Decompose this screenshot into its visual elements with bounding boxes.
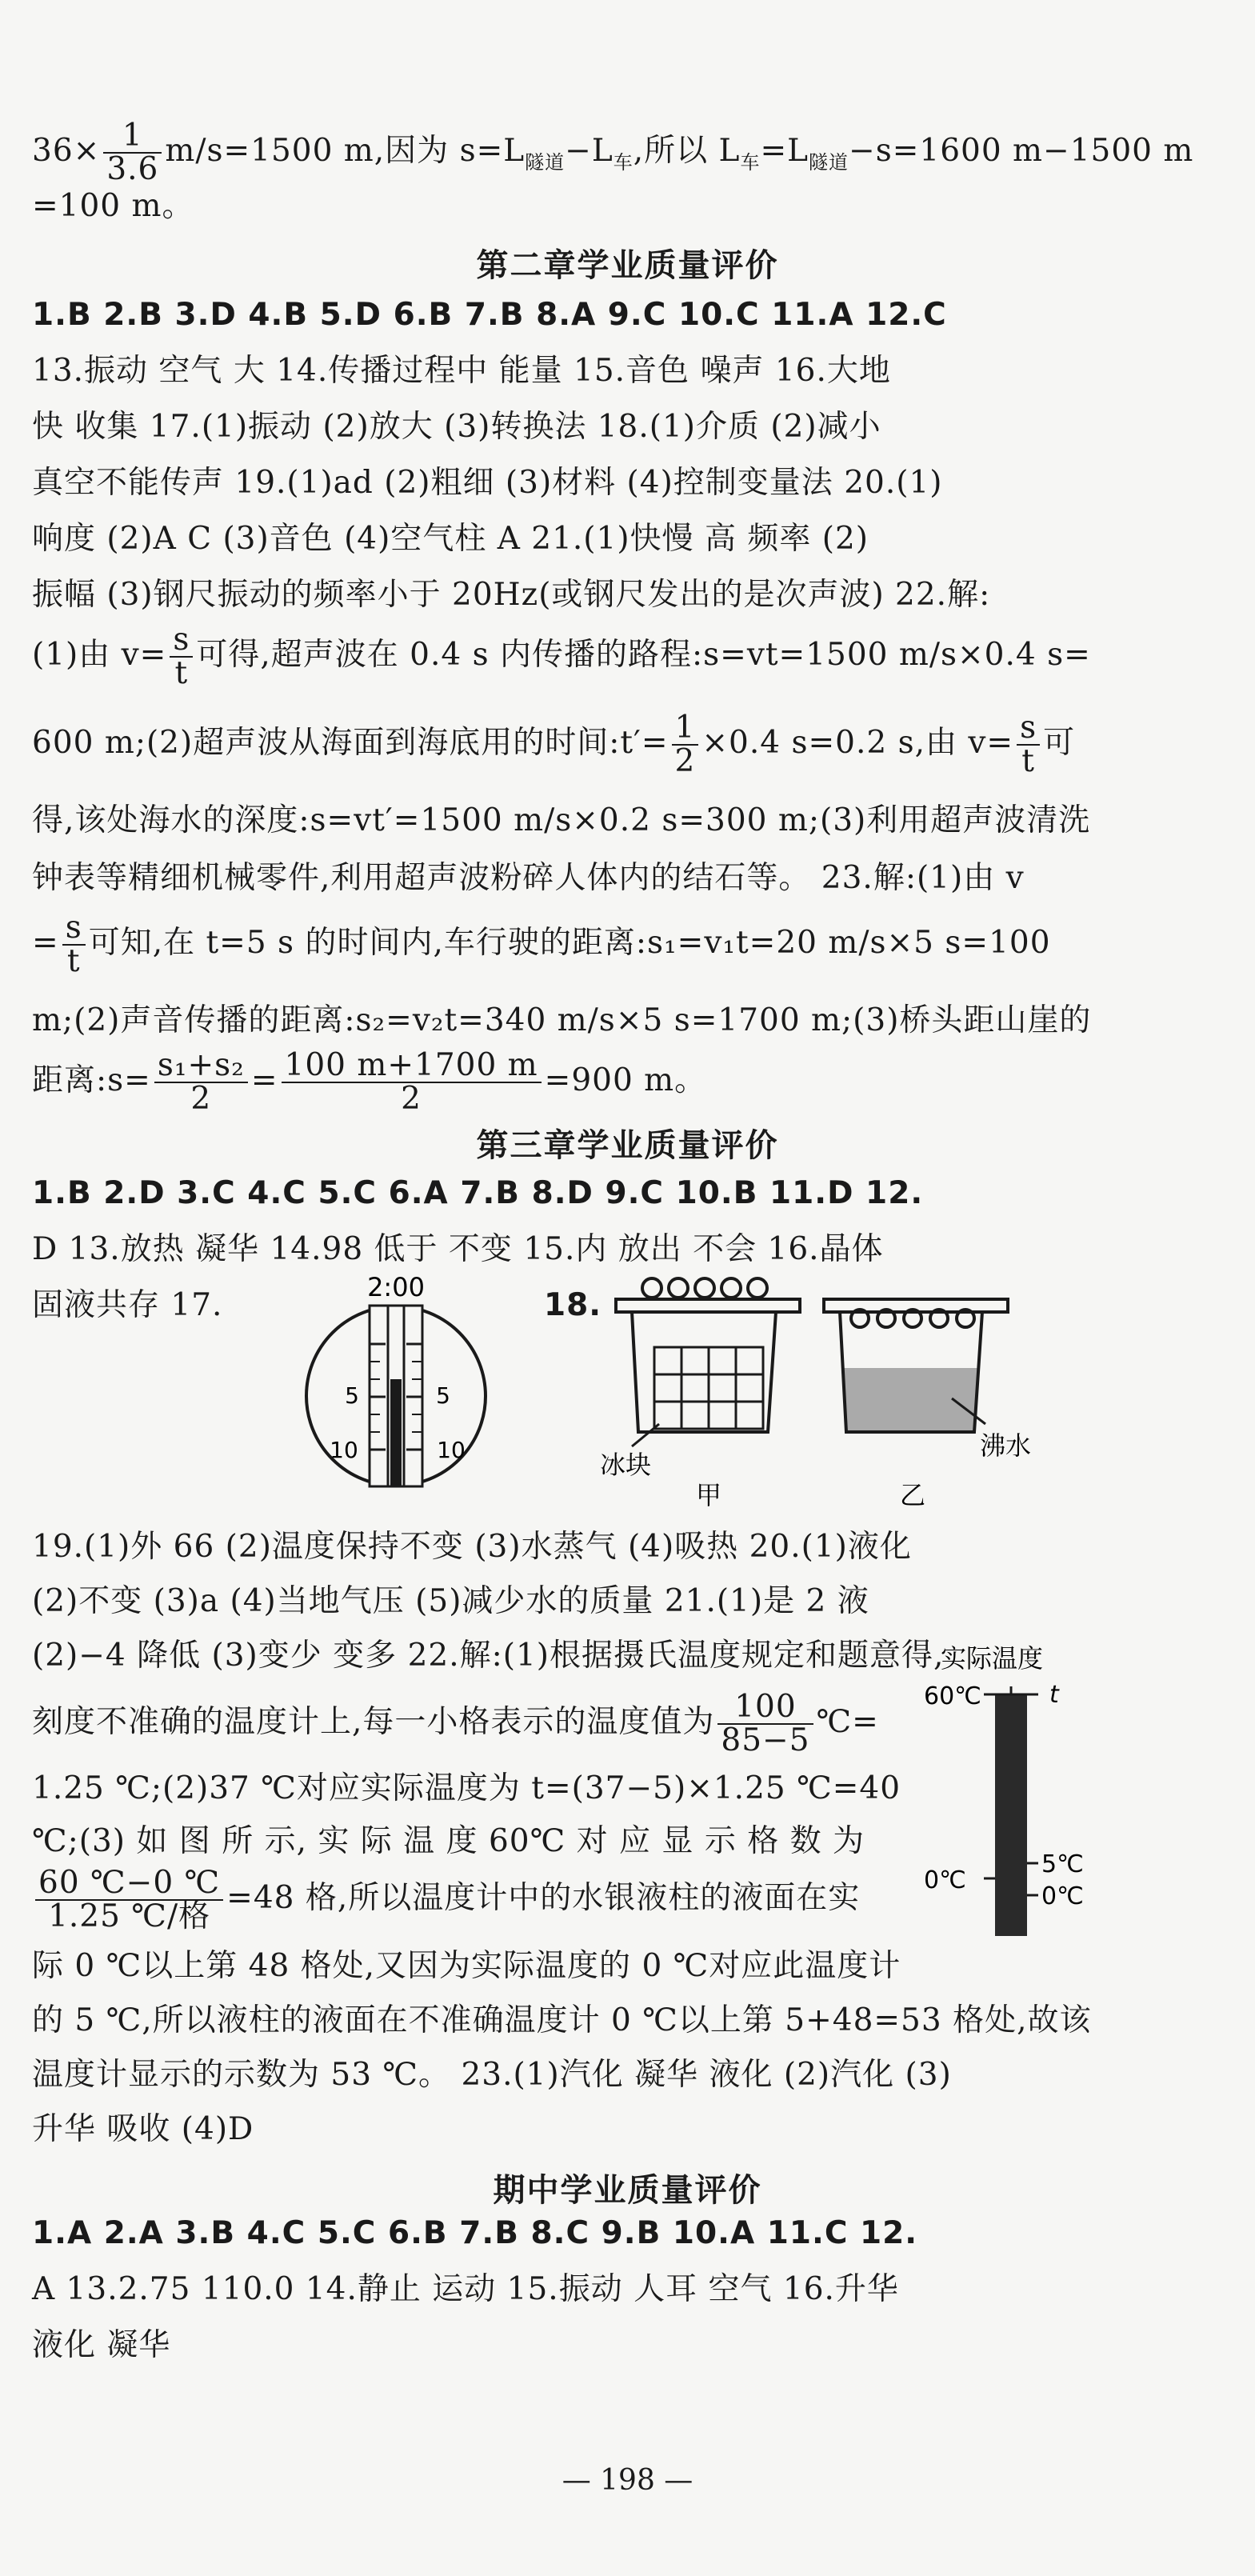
answer-row: 的 5 ℃,所以液柱的液面在不准确温度计 0 ℃以上第 5+48=53 格处,故该	[32, 2002, 1092, 2038]
answer-row: 19.(1)外 66 (2)温度保持不变 (3)水蒸气 (4)吸热 20.(1)液化	[32, 1529, 912, 1565]
answer-row: 升华 吸收 (4)D	[32, 2111, 254, 2147]
fraction: $\frac{1}{3.6}$	[103, 120, 162, 186]
answer-row: = $\frac{s}{t}$ 可知,在 t=5 s 的时间内,车行驶的距离:s₁=v₁t=20 m/s×5 s=100	[32, 910, 1051, 979]
answer-row: 1.25 ℃;(2)37 ℃对应实际温度为 t=(37−5)×1.25 ℃=40	[32, 1770, 901, 1806]
answer-row: 13.振动 空气 大 14.传播过程中 能量 15.音色 噪声 16.大地	[32, 353, 891, 389]
svg-text:0℃: 0℃	[1041, 1882, 1084, 1910]
fraction: $\frac{\text{s₁+s₂}}{2}$	[154, 1050, 248, 1115]
text-line: 36× $\frac{1}{3.6}$ m/s=1500 m,因为 $s=L_{隧道}-L_车$,所以 $L_车=L_{隧道}-s=1600$ m−1500 m	[32, 118, 1194, 187]
answer-row: 60 ℃−0 ℃ 1.25 ℃/格 =48 格,所以温度计中的水银液柱的液面在实	[32, 1867, 896, 1933]
jia-label: 甲	[696, 1480, 722, 1510]
answer-row: 液化 凝华	[32, 2327, 171, 2363]
answer-row: 1.A 2.A 3.B 4.C 5.C 6.B 7.B 8.C 9.B 10.A 11.C 12.	[32, 2215, 918, 2251]
answer-row: (2)−4 降低 (3)变少 变多 22.解:(1)根据摄氏温度规定和题意得,	[32, 1638, 945, 1674]
fraction: $\frac{100 m+1700 m}{2}$	[282, 1050, 542, 1115]
fraction: $\frac{1}{2}$	[672, 712, 699, 778]
section-heading: 第二章学业质量评价	[476, 247, 779, 284]
svg-text:10: 10	[330, 1437, 358, 1463]
thermometer-time: 2:00	[367, 1272, 425, 1302]
answer-row: 固液共存 17.	[32, 1287, 223, 1323]
real-temp-title: 实际温度	[940, 1643, 1044, 1674]
svg-text:5℃: 5℃	[1041, 1850, 1084, 1878]
temperature-scale-figure	[920, 1638, 1128, 1950]
answer-row: 真空不能传声 19.(1)ad (2)粗细 (3)材料 (4)控制变量法 20.(1)	[32, 465, 943, 501]
answer-row: (2)不变 (3)a (4)当地气压 (5)减少水的质量 21.(1)是 2 液	[32, 1583, 869, 1619]
answer-row: 快 收集 17.(1)振动 (2)放大 (3)转换法 18.(1)介质 (2)减小	[32, 409, 881, 445]
answer-row: 温度计显示的示数为 53 ℃。 23.(1)汽化 凝华 液化 (2)汽化 (3)	[32, 2057, 952, 2093]
fraction: $\frac{s}{t}$	[170, 624, 193, 690]
answer-row: A 13.2.75 110.0 14.静止 运动 15.振动 人耳 空气 16.升华	[32, 2271, 899, 2307]
thermometer-figure	[296, 1264, 504, 1488]
section-heading: 期中学业质量评价	[493, 2172, 762, 2209]
answer-row: ℃;(3) 如 图 所 示, 实 际 温 度 60℃ 对 应 显 示 格 数 为	[32, 1823, 865, 1859]
fraction: 60 ℃−0 ℃ 1.25 ℃/格	[35, 1867, 223, 1933]
answer-row: 得,该处海水的深度:s=vt′=1500 m/s×0.2 s=300 m;(3)利用超声波清洗	[32, 802, 1091, 838]
page-number: — 198 —	[562, 2464, 693, 2497]
svg-text:t: t	[1049, 1681, 1059, 1709]
answer-row: 钟表等精细机械零件,利用超声波粉碎人体内的结石等。 23.解:(1)由 v	[32, 860, 1025, 896]
fraction: $\frac{100}{85-5}$	[717, 1691, 813, 1757]
answer-row: D 13.放热 凝华 14.98 低于 不变 15.内 放出 不会 16.晶体	[32, 1231, 884, 1267]
boiling-water-label: 沸水	[980, 1430, 1032, 1461]
svg-text:5: 5	[436, 1382, 450, 1409]
answer-row: (1)由 v= $\frac{s}{t}$ 可得,超声波在 0.4 s 内传播的路程:s=vt=1500 m/s×0.4 s=	[32, 622, 1091, 691]
fraction: $\frac{s}{t}$	[62, 912, 86, 978]
svg-text:60℃: 60℃	[924, 1682, 981, 1710]
svg-text:10: 10	[437, 1437, 466, 1463]
section-heading: 第三章学业质量评价	[476, 1127, 779, 1164]
ice-label: 冰块	[600, 1450, 652, 1480]
answer-row: 刻度不准确的温度计上,每一小格表示的温度值为 $\frac{100}{85-5}$ ℃=	[32, 1689, 879, 1758]
answer-row: 距离:s= $\frac{\text{s₁+s₂}}{2}$ = $\frac{100 m+1700 m}{2}$ =900 m。	[32, 1047, 707, 1117]
answer-row: m;(2)声音传播的距离:s₂=v₂t=340 m/s×5 s=1700 m;(3)桥头距山崖的	[32, 1002, 1092, 1038]
question-number: 18.	[544, 1287, 602, 1323]
svg-text:5: 5	[345, 1382, 359, 1409]
answer-row: 1.B 2.D 3.C 4.C 5.C 6.A 7.B 8.D 9.C 10.B 11.D 12.	[32, 1175, 924, 1211]
fraction: $\frac{s}{t}$	[1017, 712, 1040, 778]
text-line: =100 m。	[32, 188, 194, 224]
answer-row: 振幅 (3)钢尺振动的频率小于 20Hz(或钢尺发出的是次声波) 22.解:	[32, 577, 991, 613]
answer-row: 1.B 2.B 3.D 4.B 5.D 6.B 7.B 8.A 9.C 10.C 11.A 12.C	[32, 297, 947, 333]
yi-label: 乙	[900, 1480, 926, 1510]
svg-text:0℃: 0℃	[924, 1866, 966, 1894]
answer-row: 际 0 ℃以上第 48 格处,又因为实际温度的 0 ℃对应此温度计	[32, 1948, 901, 1984]
answer-row: 响度 (2)A C (3)音色 (4)空气柱 A 21.(1)快慢 高 频率 (2)	[32, 521, 869, 557]
answer-row: 600 m;(2)超声波从海面到海底用的时间:t′= $\frac{1}{2}$ ×0.4 s=0.2 s,由 v= $\frac{s}{t}$ 可	[32, 710, 1076, 779]
beaker-figure	[576, 1264, 1048, 1520]
